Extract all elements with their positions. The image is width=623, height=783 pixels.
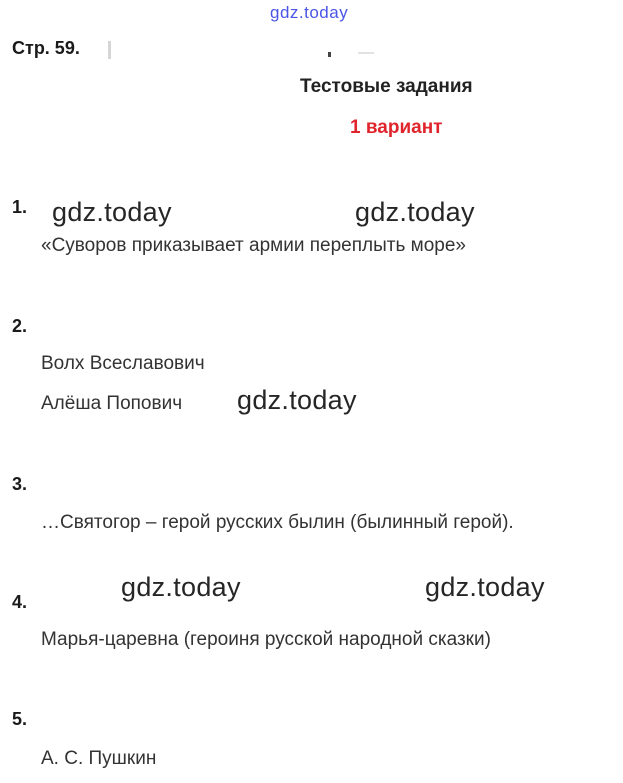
faint-mark (358, 52, 374, 54)
watermark: gdz.today (121, 572, 241, 602)
faint-mark (328, 52, 331, 57)
page-title: Тестовые задания (300, 76, 473, 97)
watermark: gdz.today (425, 572, 545, 602)
answer-text: Волх Всеславович (41, 353, 205, 374)
answer-text: …Святогор – герой русских былин (былинный герой). (41, 512, 514, 533)
item-number: 4. (12, 592, 28, 612)
item-number: 1. (12, 197, 28, 217)
item-number: 5. (12, 709, 28, 729)
watermark: gdz.today (355, 197, 475, 227)
watermark: gdz.today (237, 385, 357, 415)
watermark: gdz.today (52, 197, 172, 227)
faint-mark (108, 41, 111, 59)
item-number: 3. (12, 474, 28, 494)
answer-text: Алёша Попович (41, 393, 183, 414)
variant-label: 1 вариант (350, 117, 443, 138)
page-label: Стр. 59. (12, 38, 80, 58)
answer-text: Марья-царевна (героиня русской народной сказки) (41, 629, 491, 650)
item-number: 2. (12, 316, 28, 336)
top-watermark: gdz.today (270, 3, 349, 22)
answer-text: А. С. Пушкин (41, 748, 157, 769)
answer-text: «Суворов приказывает армии переплыть море» (41, 235, 466, 256)
